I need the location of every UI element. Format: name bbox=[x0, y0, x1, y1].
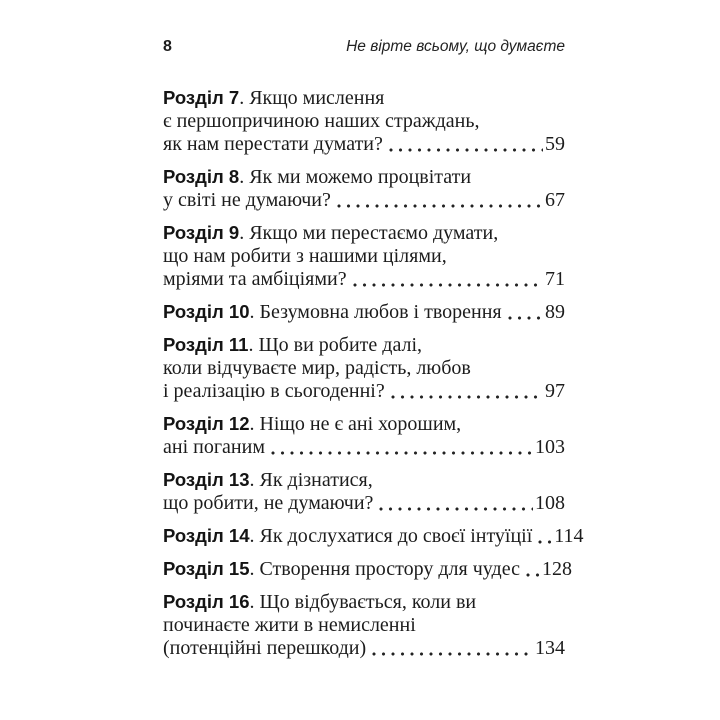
toc-line bbox=[163, 524, 584, 548]
dot-leader bbox=[271, 451, 533, 455]
chapter-title-text: і реалізацію в сьогоденні? bbox=[163, 380, 385, 402]
chapter-label: Розділ 8 bbox=[163, 166, 240, 187]
chapter-title-text: є першопричиною наших страждань, bbox=[163, 110, 480, 132]
page-header bbox=[163, 38, 565, 56]
dot-leader bbox=[538, 540, 552, 544]
chapter-title-text: як нам перестати думати? bbox=[163, 133, 383, 155]
toc-line bbox=[163, 590, 565, 614]
chapter-page-number: 89 bbox=[545, 301, 565, 323]
toc-entry bbox=[163, 468, 565, 515]
chapter-label: Розділ 14 bbox=[163, 525, 250, 546]
dot-leader bbox=[526, 573, 540, 577]
dot-leader bbox=[391, 395, 543, 399]
toc-line bbox=[163, 221, 565, 245]
toc-entry bbox=[163, 333, 565, 403]
toc-line bbox=[163, 637, 565, 660]
chapter-page-number: 114 bbox=[554, 525, 584, 547]
dot-leader bbox=[337, 204, 543, 208]
toc-line bbox=[163, 436, 565, 459]
dot-leader bbox=[353, 283, 543, 287]
toc-line bbox=[163, 614, 565, 637]
chapter-title-text: ані поганим bbox=[163, 436, 265, 458]
chapter-page-number: 71 bbox=[545, 268, 565, 290]
chapter-title-text: у світі не думаючи? bbox=[163, 189, 331, 211]
toc-list bbox=[163, 86, 584, 660]
toc-line bbox=[163, 412, 565, 436]
toc-line bbox=[163, 189, 565, 212]
toc-entry bbox=[163, 412, 565, 459]
chapter-title-text: (потенційні перешкоди) bbox=[163, 637, 367, 659]
chapter-title-text: мріями та амбіціями? bbox=[163, 268, 347, 290]
chapter-title-text: . Ніщо не є ані хорошим, bbox=[249, 413, 462, 435]
chapter-page-number: 59 bbox=[545, 133, 565, 155]
dot-leader bbox=[508, 316, 543, 320]
chapter-title-text: . Як ми можемо процвітати bbox=[239, 166, 472, 188]
chapter-title-text: . Що ви робите далі, bbox=[248, 334, 423, 356]
chapter-page-number: 67 bbox=[545, 189, 565, 211]
toc-line bbox=[163, 110, 565, 133]
chapter-label: Розділ 10 bbox=[163, 301, 250, 322]
chapter-page-number: 108 bbox=[535, 492, 565, 514]
chapter-title-text: . Безумовна любов і творення bbox=[249, 301, 502, 323]
page-number: 8 bbox=[163, 38, 173, 55]
chapter-title-text: . Створення простору для чудес bbox=[249, 558, 520, 580]
dot-leader bbox=[372, 652, 533, 656]
chapter-label: Розділ 12 bbox=[163, 413, 250, 434]
toc-entry bbox=[163, 86, 565, 156]
chapter-title-text: . Якщо мислення bbox=[239, 87, 385, 109]
toc-line bbox=[163, 468, 565, 492]
toc-line bbox=[163, 268, 565, 291]
chapter-title-text: починаєте жити в немисленні bbox=[163, 614, 416, 636]
toc-line bbox=[163, 165, 565, 189]
chapter-label: Розділ 7 bbox=[163, 87, 240, 108]
chapter-title-text: . Як дослухатися до своєї інтуїції bbox=[249, 525, 533, 547]
toc-entry bbox=[163, 221, 565, 291]
dot-leader bbox=[379, 507, 533, 511]
toc-line bbox=[163, 333, 565, 357]
chapter-page-number: 128 bbox=[541, 558, 572, 580]
chapter-title-text: . Як дізнатися, bbox=[249, 469, 373, 491]
toc-line bbox=[163, 557, 572, 581]
dot-leader bbox=[389, 148, 543, 152]
chapter-label: Розділ 9 bbox=[163, 222, 240, 243]
toc-line bbox=[163, 357, 565, 380]
toc-line bbox=[163, 133, 565, 156]
toc-line bbox=[163, 380, 565, 403]
toc-entry bbox=[163, 590, 565, 660]
chapter-title-text: коли відчуваєте мир, радість, любов bbox=[163, 357, 471, 379]
chapter-label: Розділ 13 bbox=[163, 469, 250, 490]
toc-entry bbox=[163, 524, 584, 548]
chapter-page-number: 134 bbox=[535, 637, 565, 659]
chapter-label: Розділ 11 bbox=[163, 334, 249, 355]
chapter-page-number: 103 bbox=[535, 436, 565, 458]
running-title: Не вірте всьому, що думаєте bbox=[346, 38, 565, 55]
chapter-label: Розділ 16 bbox=[163, 591, 250, 612]
chapter-page-number: 97 bbox=[545, 380, 565, 402]
toc-line bbox=[163, 245, 565, 268]
toc-entry bbox=[163, 165, 565, 212]
toc-line bbox=[163, 300, 565, 324]
toc-entry bbox=[163, 557, 572, 581]
chapter-title-text: що робити, не думаючи? bbox=[163, 492, 374, 514]
chapter-title-text: що нам робити з нашими цілями, bbox=[163, 245, 447, 267]
toc-entry bbox=[163, 300, 565, 324]
toc-line bbox=[163, 492, 565, 515]
toc-line bbox=[163, 86, 565, 110]
chapter-title-text: . Що відбувається, коли ви bbox=[249, 591, 477, 613]
chapter-title-text: . Якщо ми перестаємо думати, bbox=[239, 222, 499, 244]
chapter-label: Розділ 15 bbox=[163, 558, 250, 579]
